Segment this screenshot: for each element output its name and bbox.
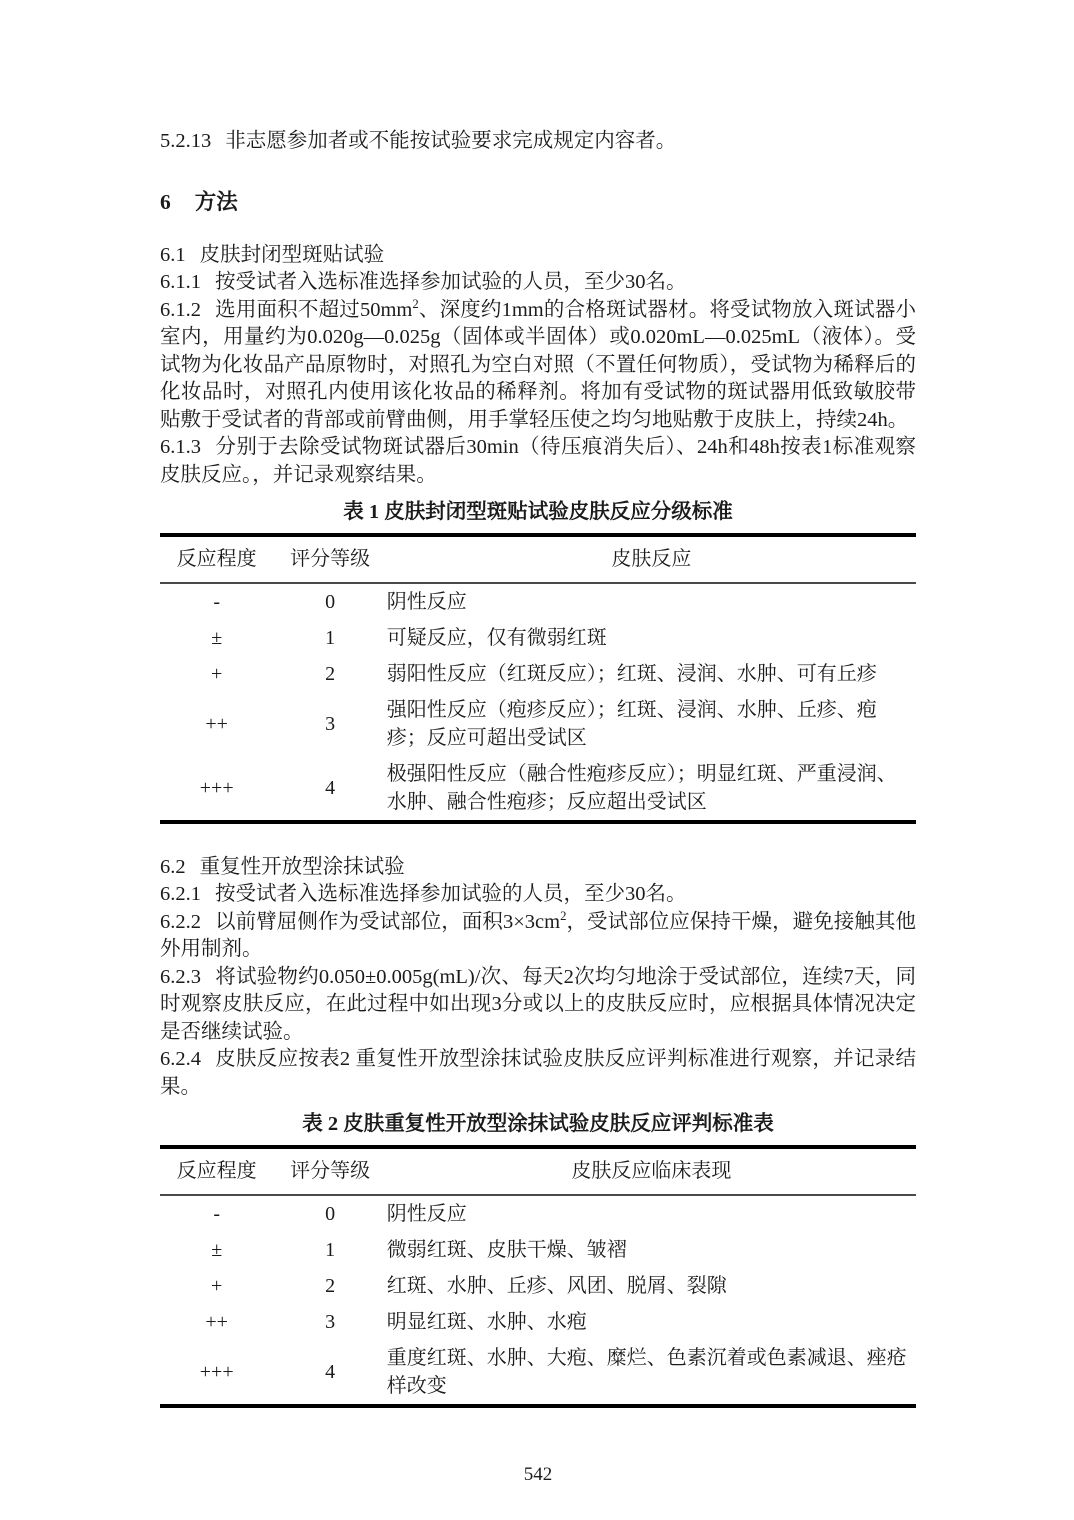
- table-cell-degree: ++: [205, 712, 228, 735]
- table-1-caption: 表 1 皮肤封闭型斑贴试验皮肤反应分级标准: [343, 501, 733, 523]
- paragraph-text: ，受试部位应保持干燥，避免接触其他外用制剂。: [160, 910, 916, 960]
- table-cell-reaction: 极强阳性反应（融合性疱疹反应）；明显红斑、严重浸润、水肿、融合性疱疹；反应超出受试区: [386, 762, 897, 813]
- column-header-clinical-manifestation: 皮肤反应临床表现: [387, 1147, 916, 1195]
- table-cell-degree: ±: [211, 1238, 223, 1261]
- paragraph-text: 选用面积不超过50mm: [215, 298, 413, 321]
- section-number: 6.2: [160, 855, 186, 878]
- table-cell-degree: +++: [199, 776, 234, 799]
- section-number: 5.2.13: [160, 130, 212, 152]
- paragraph-6-2-4: [160, 1046, 916, 1101]
- table-row: [160, 692, 916, 756]
- paragraph-text: 按受试者入选标准选择参加试验的人员，至少30名。: [215, 271, 687, 293]
- table-cell-degree: -: [213, 1202, 221, 1225]
- table-cell-degree: +++: [199, 1360, 234, 1383]
- table-row: [160, 583, 916, 620]
- paragraph-text: 非志愿参加者或不能按试验要求完成规定内容者。: [225, 130, 677, 152]
- section-number: 6.2.2: [160, 910, 201, 933]
- table-cell-degree: +: [211, 662, 223, 685]
- table-cell-reaction: 可疑反应，仅有微弱红斑: [386, 626, 607, 649]
- superscript: 2: [560, 908, 567, 923]
- table-cell-grade: 2: [325, 1274, 336, 1297]
- paragraph-6-1-2: [160, 297, 916, 435]
- superscript: 2: [412, 296, 419, 311]
- paragraph-text: 皮肤封闭型斑贴试验: [199, 243, 385, 266]
- section-number: 6: [160, 189, 171, 214]
- paragraph-6-1-3: [160, 434, 916, 489]
- table-cell-reaction: 微弱红斑、皮肤干燥、皱褶: [386, 1238, 627, 1261]
- table-row: [160, 1268, 916, 1304]
- paragraph-text: 、深度约1mm的合格斑试器材。将受试物放入斑试器小室内，用量约为0.020g—0.025g（固体或半固体）或0.020mL—0.025mL（液体）。受试物为化妆品产品原物时，对照孔为空白对照（不置任何物质），受试物为稀释后的化妆品时，对照孔内使用该化妆品的稀释剂。将加有受试物的斑试器用低致敏胶带贴敷于受试者的背部或前臂曲侧，用手掌轻压使之均匀地贴敷于皮肤上，持续24h。: [160, 298, 916, 431]
- section-number: 6.2.4: [160, 1048, 201, 1070]
- paragraph-6-2-3: [160, 964, 916, 1047]
- table-1: [160, 533, 916, 824]
- table-cell-degree: ±: [211, 626, 223, 649]
- table-cell-reaction: 明显红斑、水肿、水疱: [386, 1310, 587, 1333]
- table-cell-reaction: 弱阳性反应（红斑反应）；红斑、浸润、水肿、可有丘疹: [386, 662, 877, 685]
- column-header-reaction-degree: 反应程度: [160, 1147, 273, 1195]
- table-cell-degree: -: [213, 590, 221, 613]
- section-6-1-title: [160, 242, 916, 270]
- section-number: 6.1.1: [160, 271, 201, 293]
- table-row: [160, 1195, 916, 1232]
- section-number: 6.1: [160, 243, 186, 266]
- table-cell-reaction: 阴性反应: [386, 1202, 467, 1225]
- table-row: [160, 1232, 916, 1268]
- column-header-score-grade: 评分等级: [273, 1147, 386, 1195]
- paragraph-text: 以前臂屈侧作为受试部位，面积3×3cm: [215, 910, 561, 933]
- table-row: [160, 756, 916, 822]
- table-2-caption: 表 2 皮肤重复性开放型涂抹试验皮肤反应评判标准表: [302, 1113, 774, 1135]
- column-header-score-grade: 评分等级: [273, 535, 386, 583]
- table-cell-degree: ++: [205, 1310, 228, 1333]
- table-cell-grade: 1: [325, 1238, 336, 1261]
- paragraph-5-2-13: [160, 128, 916, 156]
- table-row: [160, 1304, 916, 1340]
- table-1-header-row: [160, 535, 916, 583]
- column-header-reaction-degree: 反应程度: [160, 535, 273, 583]
- table-cell-reaction: 阴性反应: [386, 590, 467, 613]
- table-cell-grade: 4: [325, 776, 336, 799]
- table-cell-grade: 1: [325, 626, 336, 649]
- section-number: 6.2.3: [160, 965, 201, 988]
- section-number: 6.1.3: [160, 436, 201, 458]
- table-cell-grade: 2: [325, 662, 336, 685]
- section-6-heading: [160, 188, 916, 216]
- section-6-2-title: [160, 854, 916, 882]
- table-row: [160, 620, 916, 656]
- table-cell-reaction: 强阳性反应（疱疹反应）；红斑、浸润、水肿、丘疹、疱疹；反应可超出受试区: [386, 698, 877, 749]
- section-number: 6.2.1: [160, 883, 201, 905]
- table-cell-reaction: 红斑、水肿、丘疹、风团、脱屑、裂隙: [386, 1274, 727, 1297]
- paragraph-6-2-1: [160, 881, 916, 909]
- column-header-skin-reaction: 皮肤反应: [387, 535, 916, 583]
- table-cell-grade: 4: [325, 1360, 336, 1383]
- table-row: [160, 1340, 916, 1406]
- table-cell-grade: 0: [325, 1202, 336, 1225]
- paragraph-text: 重复性开放型涂抹试验: [199, 855, 405, 878]
- page-number: 542: [523, 1463, 553, 1485]
- paragraph-text: 将试验物约0.050±0.005g(mL)/次、每天2次均匀地涂于受试部位，连续7天，同时观察皮肤反应，在此过程中如出现3分或以上的皮肤反应时，应根据具体情况决定是否继续试验。: [160, 965, 916, 1043]
- paragraph-text: 分别于去除受试物斑试器后30min（待压痕消失后）、24h和48h按表1标准观察皮肤反应。，并记录观察结果。: [160, 436, 916, 486]
- table-cell-grade: 0: [325, 590, 336, 613]
- paragraph-6-1-1: [160, 269, 916, 297]
- heading-text: 方法: [194, 189, 238, 214]
- paragraph-text: 按受试者入选标准选择参加试验的人员，至少30名。: [215, 883, 687, 905]
- table-cell-reaction: 重度红斑、水肿、大疱、糜烂、色素沉着或色素减退、痤疮样改变: [386, 1346, 907, 1397]
- table-cell-degree: +: [211, 1274, 223, 1297]
- table-2-header-row: [160, 1147, 916, 1195]
- table-2: [160, 1145, 916, 1408]
- paragraph-6-2-2: [160, 909, 916, 964]
- paragraph-text: 皮肤反应按表2 重复性开放型涂抹试验皮肤反应评判标准进行观察，并记录结果。: [160, 1048, 916, 1098]
- table-row: [160, 656, 916, 692]
- table-cell-grade: 3: [325, 712, 336, 735]
- table-cell-grade: 3: [325, 1310, 336, 1333]
- section-number: 6.1.2: [160, 298, 201, 321]
